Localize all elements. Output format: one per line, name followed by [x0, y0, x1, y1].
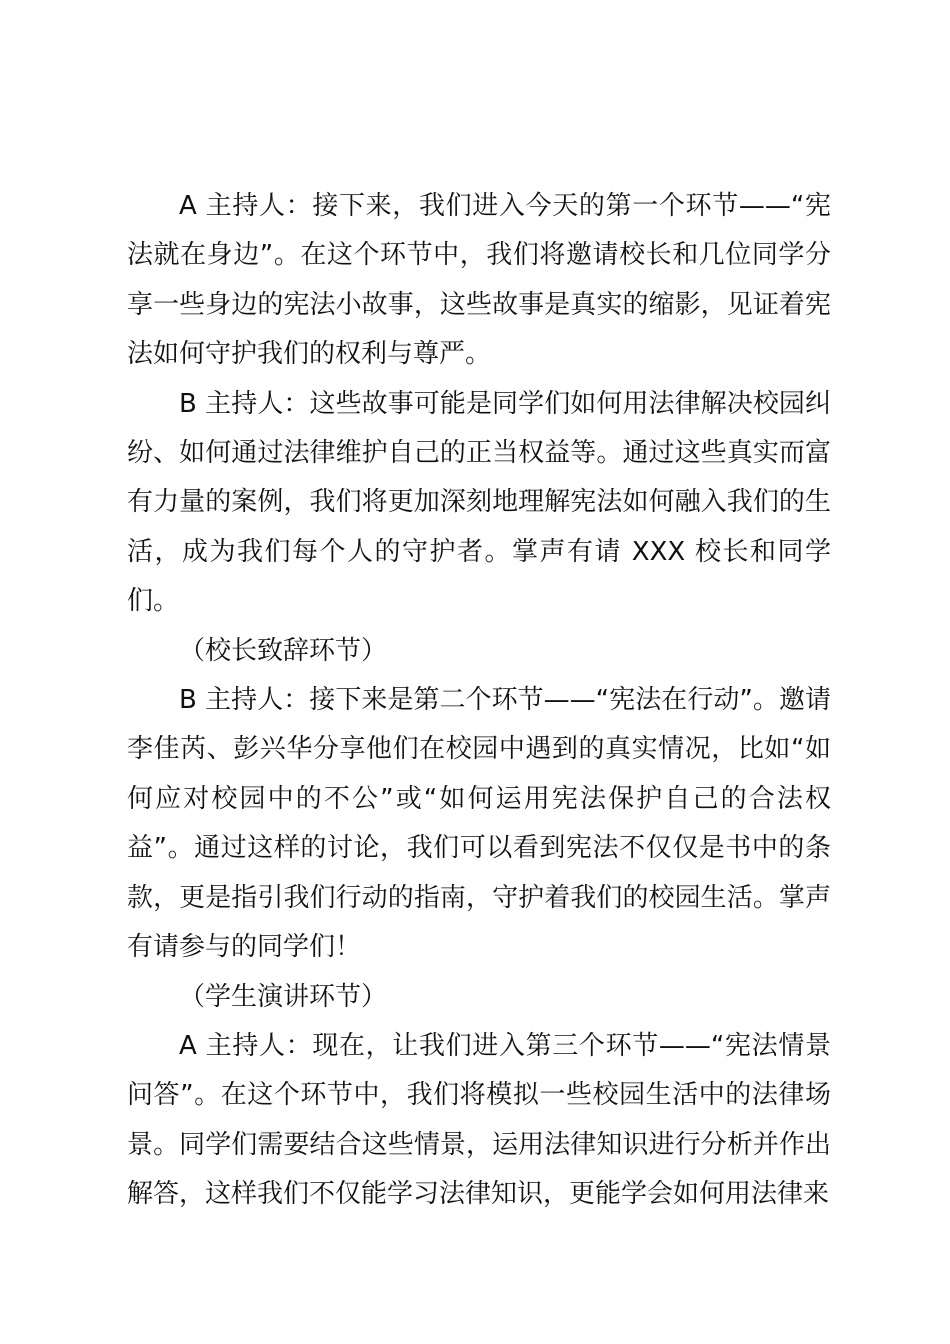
paragraph-host-a-third-segment: A 主持人：现在，让我们进入第三个环节——“宪法情景问答”。在这个环节中，我们将模拟一些校园生活中的法律场景。同学们需要结合这些情景，运用法律知识进行分析并作出解答，这样我们不仅能学习法律知识，更能学会如何用法律来 [127, 1030, 831, 1210]
paragraph-host-a-intro: A 主持人：接下来，我们进入今天的第一个环节——“宪法就在身边”。在这个环节中，我们将邀请校长和几位同学分享一些身边的宪法小故事，这些故事是真实的缩影，见证着宪法如何守护我们的权利与尊严。 [127, 191, 831, 370]
paragraph-principal-speech-note: （校长致辞环节） [179, 635, 388, 666]
paragraph-host-b-stories: B 主持人：这些故事可能是同学们如何用法律解决校园纠纷、如何通过法律维护自己的正当权益等。通过这些真实而富有力量的案例，我们将更加深刻地理解宪法如何融入我们的生活，成为我们每个人的守护者。掌声有请 XXX 校长和同学们。 [127, 388, 831, 617]
paragraph-student-speech-note: （学生演讲环节） [179, 981, 388, 1012]
paragraph-host-b-second-segment: B 主持人：接下来是第二个环节——“宪法在行动”。邀请李佳芮、彭兴华分享他们在校园中遇到的真实情况，比如“如何应对校园中的不公”或“如何运用宪法保护自己的合法权益”。通过这样的讨论，我们可以看到宪法不仅仅是书中的条款，更是指引我们行动的指南，守护着我们的校园生活。掌声有请参与的同学们！ [127, 685, 831, 963]
document-body [127, 182, 831, 1220]
